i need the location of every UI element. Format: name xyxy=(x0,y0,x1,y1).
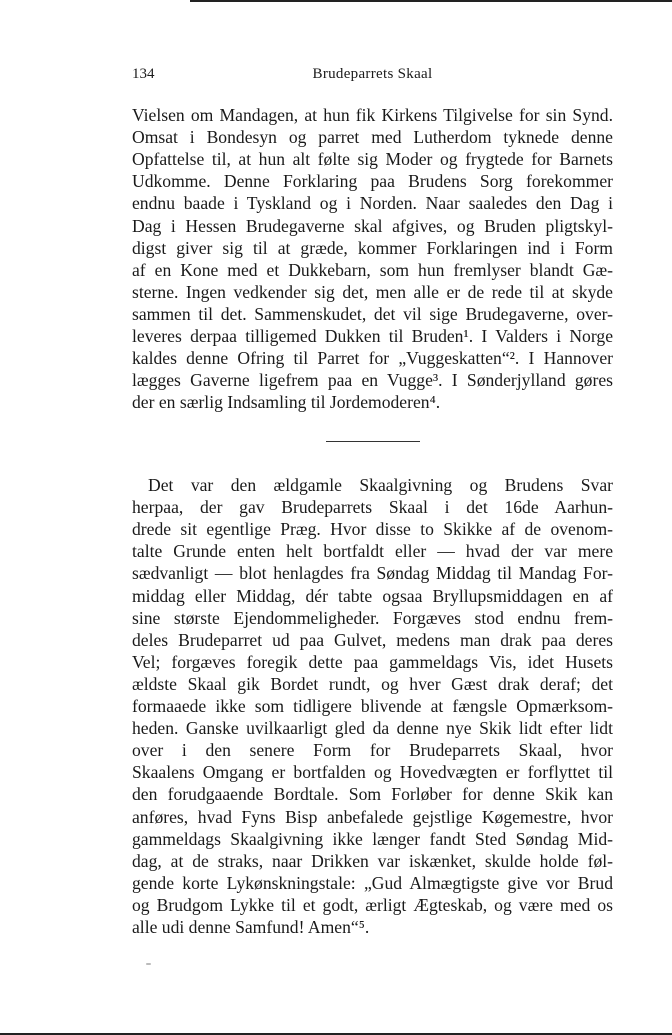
paper-mark xyxy=(146,963,151,965)
text-line: Udkomme. Denne Forklaring paa Brudens Sorg forekommer xyxy=(132,171,613,192)
text-line: der en særlig Indsamling til Jordemoderen⁴. xyxy=(132,392,441,413)
text-line: ældste Skaal gik Bordet rundt, og hver Gæst drak deraf; det xyxy=(132,673,613,694)
running-title: Brudeparrets Skaal xyxy=(312,66,433,82)
text-line: sine største Ejendommeligheder. Forgæves stod endnu frem- xyxy=(132,607,613,628)
text-line: talte Grunde enten helt bortfaldt eller — hvad der var mere xyxy=(132,541,613,562)
text-line: deles Brudeparret ud paa Gulvet, medens man drak paa deres xyxy=(132,629,613,650)
text-line: heden. Ganske uvilkaarligt gled da denne nye Skik lidt efter lidt xyxy=(132,718,613,739)
text-line: sammen til det. Sammenskudet, det vil sige Brudegaverne, over- xyxy=(132,303,613,324)
text-line: Skaalens Omgang er bortfalden og Hovedvægten er forflyttet til xyxy=(132,762,613,783)
section-divider xyxy=(326,441,420,442)
text-line: endnu baade i Tyskland og i Norden. Naar saaledes den Dag i xyxy=(132,193,613,214)
text-line: alle udi denne Samfund! Amen“⁵. xyxy=(132,917,370,937)
text-line: sædvanligt — blot henlagdes fra Søndag Middag til Mandag For- xyxy=(132,563,613,584)
text-line: dag, at de straks, naar Drikken var iskænket, skulde holde føl- xyxy=(132,850,613,871)
text-line: Opfattelse til, at hun alt følte sig Moder og frygtede for Barnets xyxy=(132,149,613,170)
text-line: leveres derpaa tilligemed Dukken til Bruden¹. I Valders i Norge xyxy=(132,326,613,346)
text-line: over i den senere Form for Brudeparrets Skaal, hvor xyxy=(132,740,613,761)
text-line: Vielsen om Mandagen, at hun fik Kirkens Tilgivelse for sin Synd. xyxy=(132,105,613,125)
text-line: Det var den ældgamle Skaalgivning og Brudens Svar xyxy=(148,475,613,495)
text-line: gende korte Lykønskningstale: „Gud Almægtigste give vor Brud xyxy=(132,872,613,893)
text-line: formaaede ikke som tidligere blivende at fængsle Opmærksom- xyxy=(132,696,613,716)
text-line: Omsat i Bondesyn og parret med Lutherdom tyknede denne xyxy=(132,127,613,148)
text-line: anføres, hvad Fyns Bisp anbefalede gejstlige Køgemestre, hvor xyxy=(132,806,613,827)
text-line: drede sit egentlige Præg. Hvor disse to Skikke af de ovenom- xyxy=(132,519,613,540)
text-line: lægges Gaverne ligefrem paa en Vugge³. I Sønderjylland gøres xyxy=(132,370,613,391)
text-line: af en Kone med et Dukkebarn, som hun fremlyser blandt Gæ- xyxy=(132,259,613,280)
text-line: herpaa, der gav Brudeparrets Skaal i det 16de Aarhun- xyxy=(132,497,613,518)
text-line: sterne. Ingen vedkender sig det, men alle er de rede til at skyde xyxy=(132,281,613,302)
page-number: 134 xyxy=(132,66,155,82)
page-header xyxy=(132,66,613,90)
scan-top-edge xyxy=(190,0,672,2)
text-line: gammeldags Skaalgivning ikke længer fandt Sted Søndag Mid- xyxy=(132,828,613,849)
text-line: digst giver sig til at græde, kommer Forklaringen ind i Form xyxy=(132,237,613,258)
text-line: og Brudgom Lykke til et godt, ærligt Ægteskab, og være med os xyxy=(132,894,613,915)
text-line: kaldes denne Ofring til Parret for „Vuggeskatten“². I Hannover xyxy=(132,348,613,369)
text-line: Vel; forgæves foregik dette paa gammeldags Vis, idet Husets xyxy=(132,651,613,672)
text-line: middag eller Middag, dér tabte ogsaa Bryllupsmiddagen en af xyxy=(132,585,613,606)
text-line: Dag i Hessen Brudegaverne skal afgives, og Bruden pligtskyl- xyxy=(132,215,613,236)
text-line: den forudgaaende Bordtale. Som Forløber for denne Skik kan xyxy=(132,784,613,805)
